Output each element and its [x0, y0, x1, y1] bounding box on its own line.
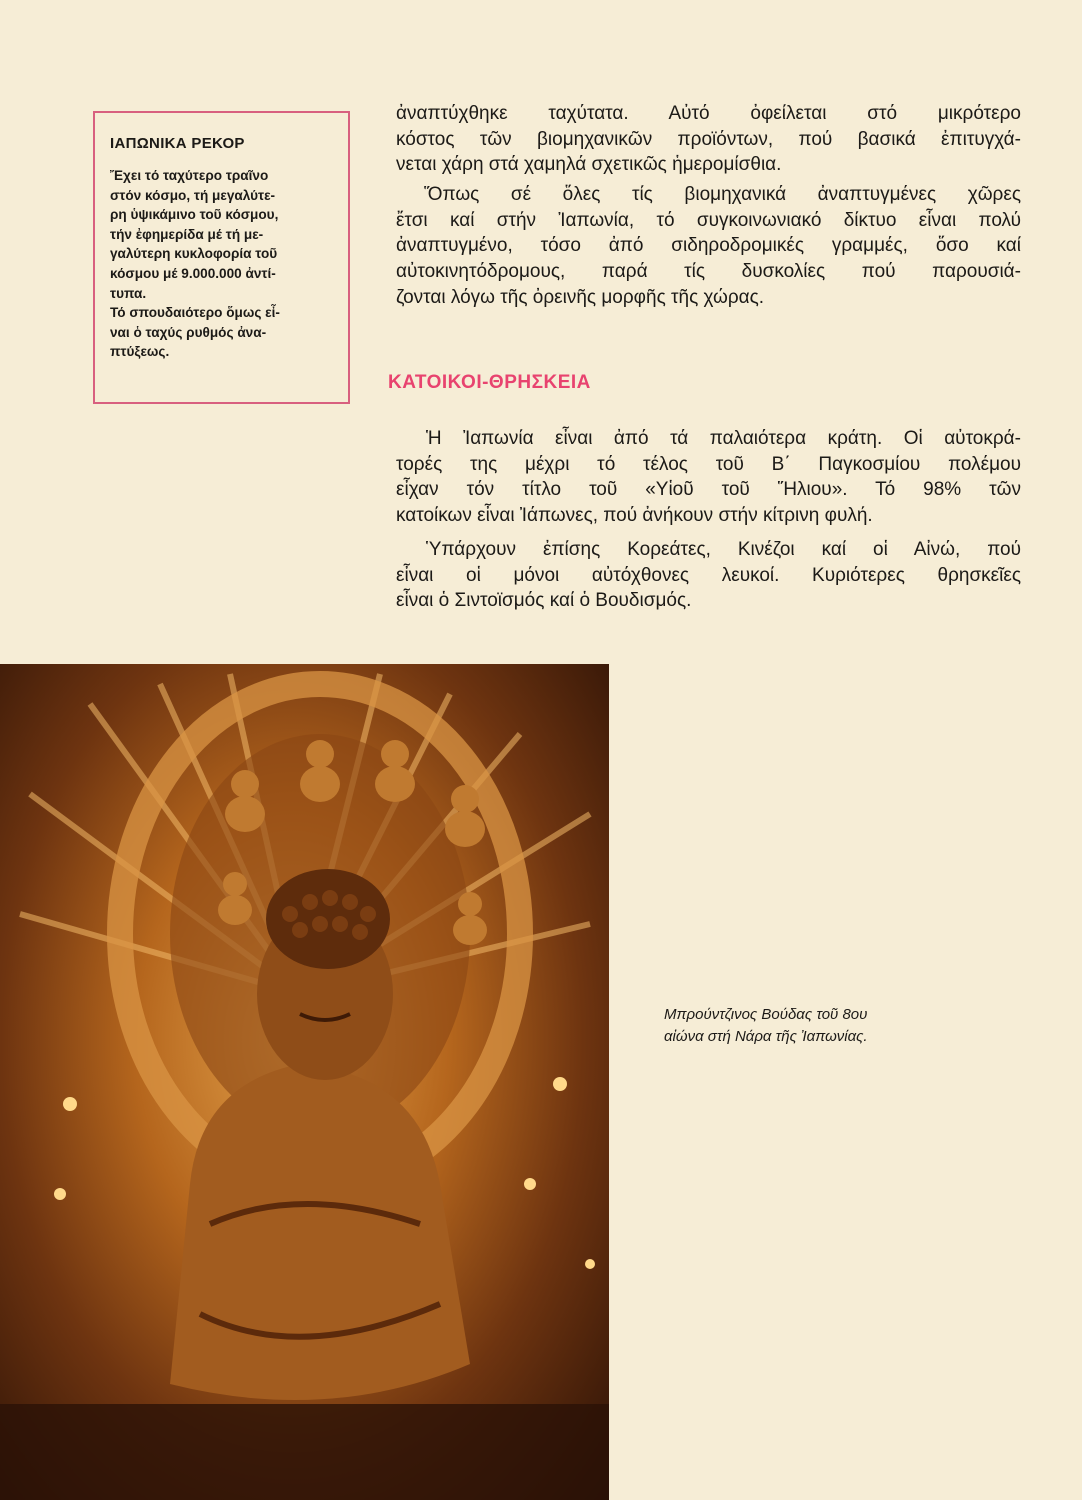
- records-box-paragraph-1: Ἔχει τό ταχύτερο τραῖνο στόν κόσμο, τή μεγαλύτε- ρη ὑψικάμινο τοῦ κόσμου, τήν ἐφημερίδα μέ τή με- γαλύτερη κυκλοφορία τοῦ κόσμου μέ 9.000.000 ἀντί- τυπα.: [110, 168, 279, 301]
- buddha-illustration: [0, 664, 609, 1500]
- text-line: ἔτσι καί στήν Ἰαπωνία, τό συγκοινωνιακό δίκτυο εἶναι πολύ: [396, 209, 1021, 231]
- text-line: ζονται λόγω τῆς ὀρεινῆς μορφῆς τῆς χώρας.: [396, 286, 765, 308]
- text-line: κόστος τῶν βιομηχανικῶν προϊόντων, πού βασικά ἐπιτυγχά-: [396, 128, 1021, 150]
- text-line: ἀναπτύχθηκε ταχύτατα. Αὐτό ὀφείλεται στό μικρότερο: [396, 103, 1021, 124]
- population-paragraph: [396, 426, 1021, 529]
- intro-paragraph: [396, 101, 1021, 178]
- photo-caption: Μπρούντζινος Βούδας τοῦ 8ου αἰώνα στή Νάρα τῆς Ἰαπωνίας.: [664, 1006, 868, 1045]
- religion-paragraph: [396, 537, 1021, 614]
- text-line: τορές της μέχρι τό τέλος τοῦ Β΄ Παγκοσμίου πολέμου: [396, 453, 1021, 475]
- records-box-paragraph-2: Τό σπουδαιότερο ὅμως εἶ- ναι ὁ ταχύς ρυθμός ἀνα- πτύξεως.: [110, 305, 280, 360]
- text-line: εἶχαν τόν τίτλο τοῦ «Υἱοῦ τοῦ Ἥλιου». Τό 98% τῶν: [396, 479, 1021, 501]
- text-line: νεται χάρη στά χαμηλά σχετικῶς ἡμερομίσθια.: [396, 154, 782, 176]
- records-box-title: ΙΑΠΩΝΙΚΑ ΡΕΚΟΡ: [110, 135, 245, 152]
- text-line: κατοίκων εἶναι Ἰάπωνες, πού ἀνήκουν στήν κίτρινη φυλή.: [396, 505, 873, 527]
- text-line: εἶναι ὁ Σιντοϊσμός καί ὁ Βουδισμός.: [396, 590, 692, 612]
- buddha-statue-photo: [0, 664, 609, 1500]
- transport-paragraph: [396, 182, 1021, 311]
- text-line: εἶναι οἱ μόνοι αὐτόχθονες λευκοί. Κυριότερες θρησκεῖες: [396, 564, 1021, 586]
- statue-base-shadow: [0, 1404, 609, 1500]
- buddha-body: [170, 1064, 470, 1400]
- text-line: ἀναπτυγμένο, τόσο ἀπό σιδηροδρομικές γραμμές, ὅσο καί: [396, 235, 1021, 257]
- text-line: αὐτοκινητόδρομους, παρά τίς δυσκολίες πού παρουσιά-: [396, 261, 1021, 283]
- records-box: [93, 111, 350, 404]
- text-line: Ὅπως σέ ὅλες τίς βιομηχανικά ἀναπτυγμένες χῶρες: [424, 184, 1021, 205]
- text-line: Ὑπάρχουν ἐπίσης Κορεάτες, Κινέζοι καί οἱ Αἰνώ, πού: [426, 539, 1021, 560]
- text-line: Ἡ Ἰαπωνία εἶναι ἀπό τά παλαιότερα κράτη. Οἱ αὐτοκρά-: [426, 428, 1021, 449]
- section-heading: ΚΑΤΟΙΚΟΙ-ΘΡΗΣΚΕΙΑ: [388, 372, 591, 393]
